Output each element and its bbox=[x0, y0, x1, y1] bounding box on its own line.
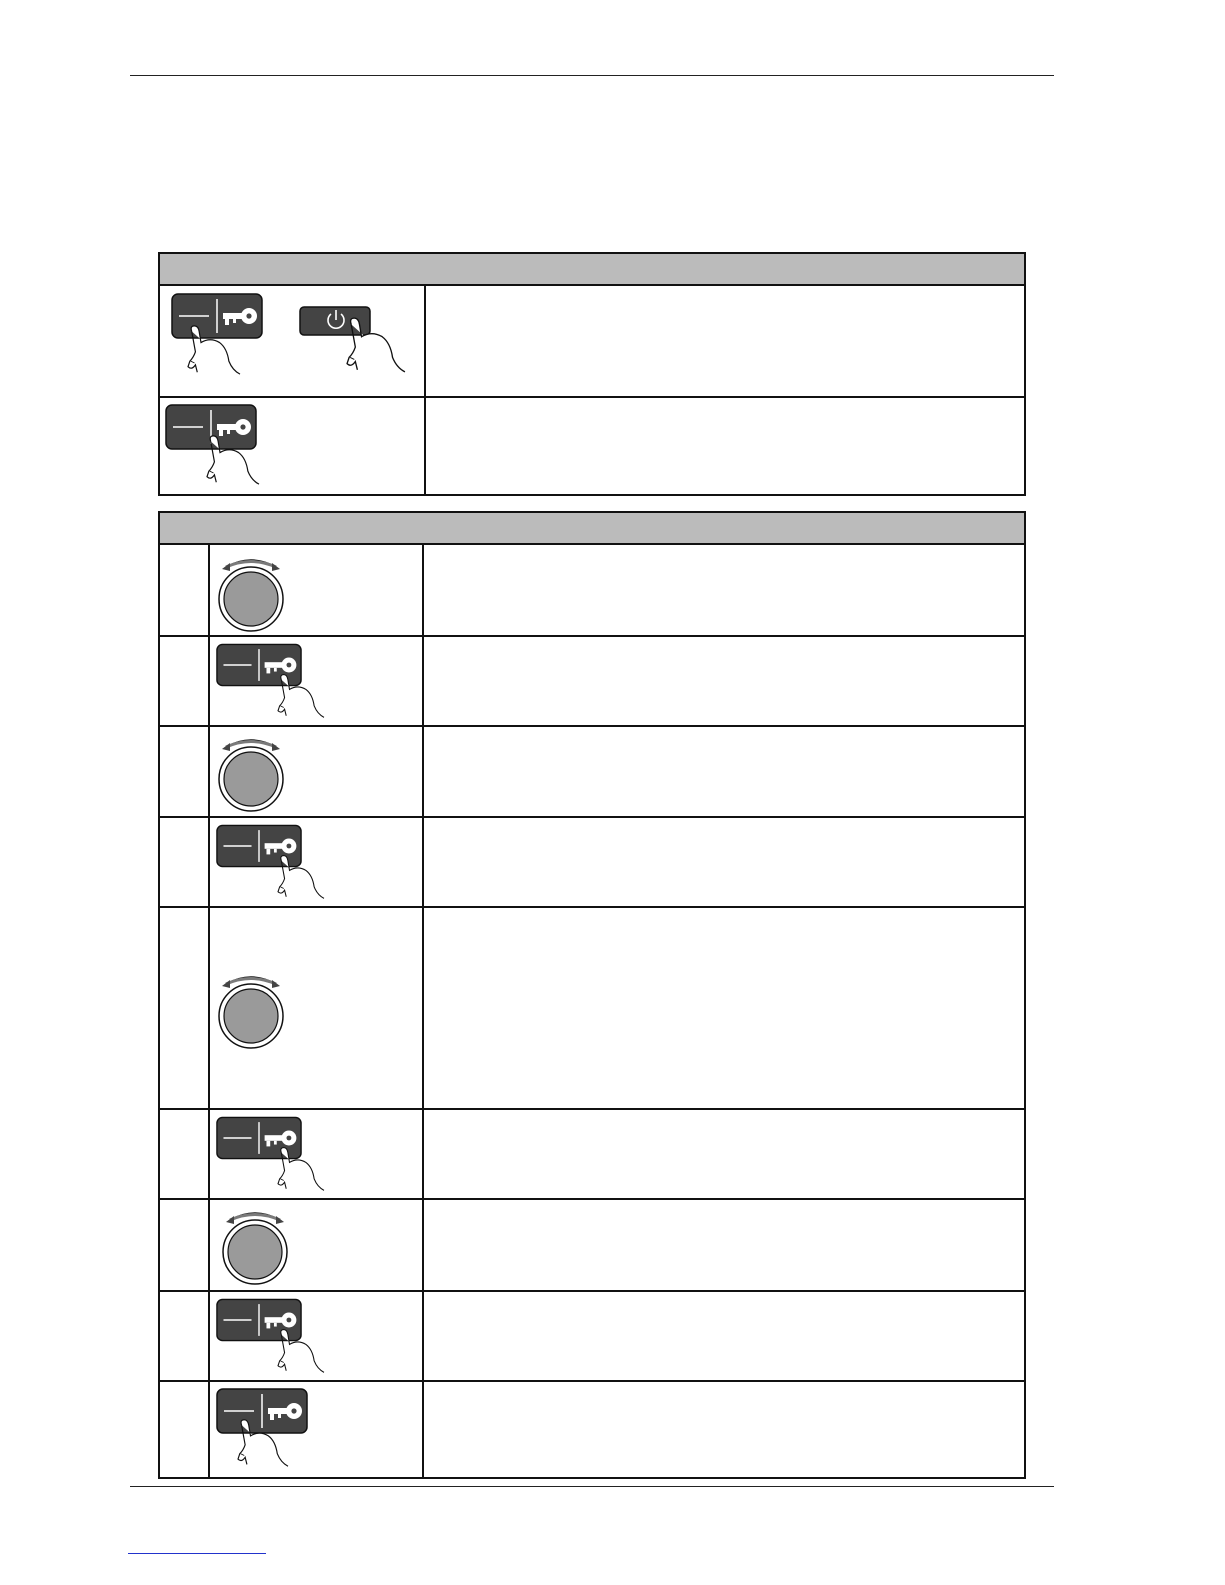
section-2-step-6 bbox=[160, 1110, 1024, 1200]
section-2-step-4 bbox=[160, 818, 1024, 908]
step-number-divider bbox=[208, 637, 210, 725]
rotary-knob-icon bbox=[216, 553, 286, 633]
section-2-step-8-description bbox=[424, 1292, 1024, 1380]
section-2-step-8 bbox=[160, 1292, 1024, 1382]
rotary-knob-icon bbox=[220, 1206, 290, 1286]
step-number-cell bbox=[160, 1110, 208, 1198]
pressing-hand-icon bbox=[270, 673, 332, 719]
step-number-cell bbox=[160, 727, 208, 816]
section-1-table bbox=[158, 252, 1026, 496]
section-2-step-2-description bbox=[424, 637, 1024, 725]
pressing-hand-icon bbox=[270, 854, 332, 900]
step-number-cell bbox=[160, 545, 208, 635]
section-2-step-6-description bbox=[424, 1110, 1024, 1198]
top-rule bbox=[130, 75, 1054, 76]
step-number-divider bbox=[208, 1292, 210, 1380]
section-2-step-7 bbox=[160, 1200, 1024, 1292]
section-1-row-1-description bbox=[426, 286, 1024, 396]
step-number-divider bbox=[208, 1200, 210, 1290]
section-2-step-7-description bbox=[424, 1200, 1024, 1290]
section-2-header bbox=[160, 513, 1024, 545]
pressing-hand-icon bbox=[232, 1418, 294, 1468]
pressing-hand-icon bbox=[186, 324, 242, 376]
section-2-step-1-description bbox=[424, 545, 1024, 635]
pressing-hand-icon bbox=[345, 316, 407, 374]
step-number-divider bbox=[208, 908, 210, 1108]
section-2-step-3 bbox=[160, 727, 1024, 818]
section-1-row-2 bbox=[160, 398, 1024, 494]
bottom-rule bbox=[130, 1486, 1054, 1487]
section-1-header bbox=[160, 254, 1024, 286]
section-1-row-2-icons bbox=[160, 398, 424, 494]
section-2-step-9 bbox=[160, 1382, 1024, 1477]
step-number-cell bbox=[160, 637, 208, 725]
step-number-cell bbox=[160, 818, 208, 906]
section-2-step-9-description bbox=[424, 1382, 1024, 1477]
pressing-hand-icon bbox=[270, 1328, 332, 1374]
section-2-step-5 bbox=[160, 908, 1024, 1110]
pressing-hand-icon bbox=[196, 434, 270, 486]
step-number-cell bbox=[160, 1292, 208, 1380]
step-number-divider bbox=[208, 545, 210, 635]
step-number-divider bbox=[208, 1110, 210, 1198]
section-1-row-1 bbox=[160, 286, 1024, 398]
section-2-table bbox=[158, 511, 1026, 1479]
rotary-knob-icon bbox=[216, 970, 286, 1050]
step-number-divider bbox=[208, 1382, 210, 1477]
section-2-step-1 bbox=[160, 545, 1024, 637]
step-number-cell bbox=[160, 1382, 208, 1477]
section-1-row-2-description bbox=[426, 398, 1024, 494]
section-2-step-2 bbox=[160, 637, 1024, 727]
step-number-divider bbox=[208, 818, 210, 906]
section-2-step-4-description bbox=[424, 818, 1024, 906]
step-number-cell bbox=[160, 1200, 208, 1290]
pressing-hand-icon bbox=[270, 1146, 332, 1192]
footer-link[interactable] bbox=[128, 1553, 266, 1554]
step-number-divider bbox=[208, 727, 210, 816]
rotary-knob-icon bbox=[216, 733, 286, 813]
section-2-step-5-description bbox=[424, 908, 1024, 1108]
section-1-row-1-icons bbox=[160, 286, 424, 396]
section-2-step-3-description bbox=[424, 727, 1024, 816]
step-number-cell bbox=[160, 908, 208, 1108]
